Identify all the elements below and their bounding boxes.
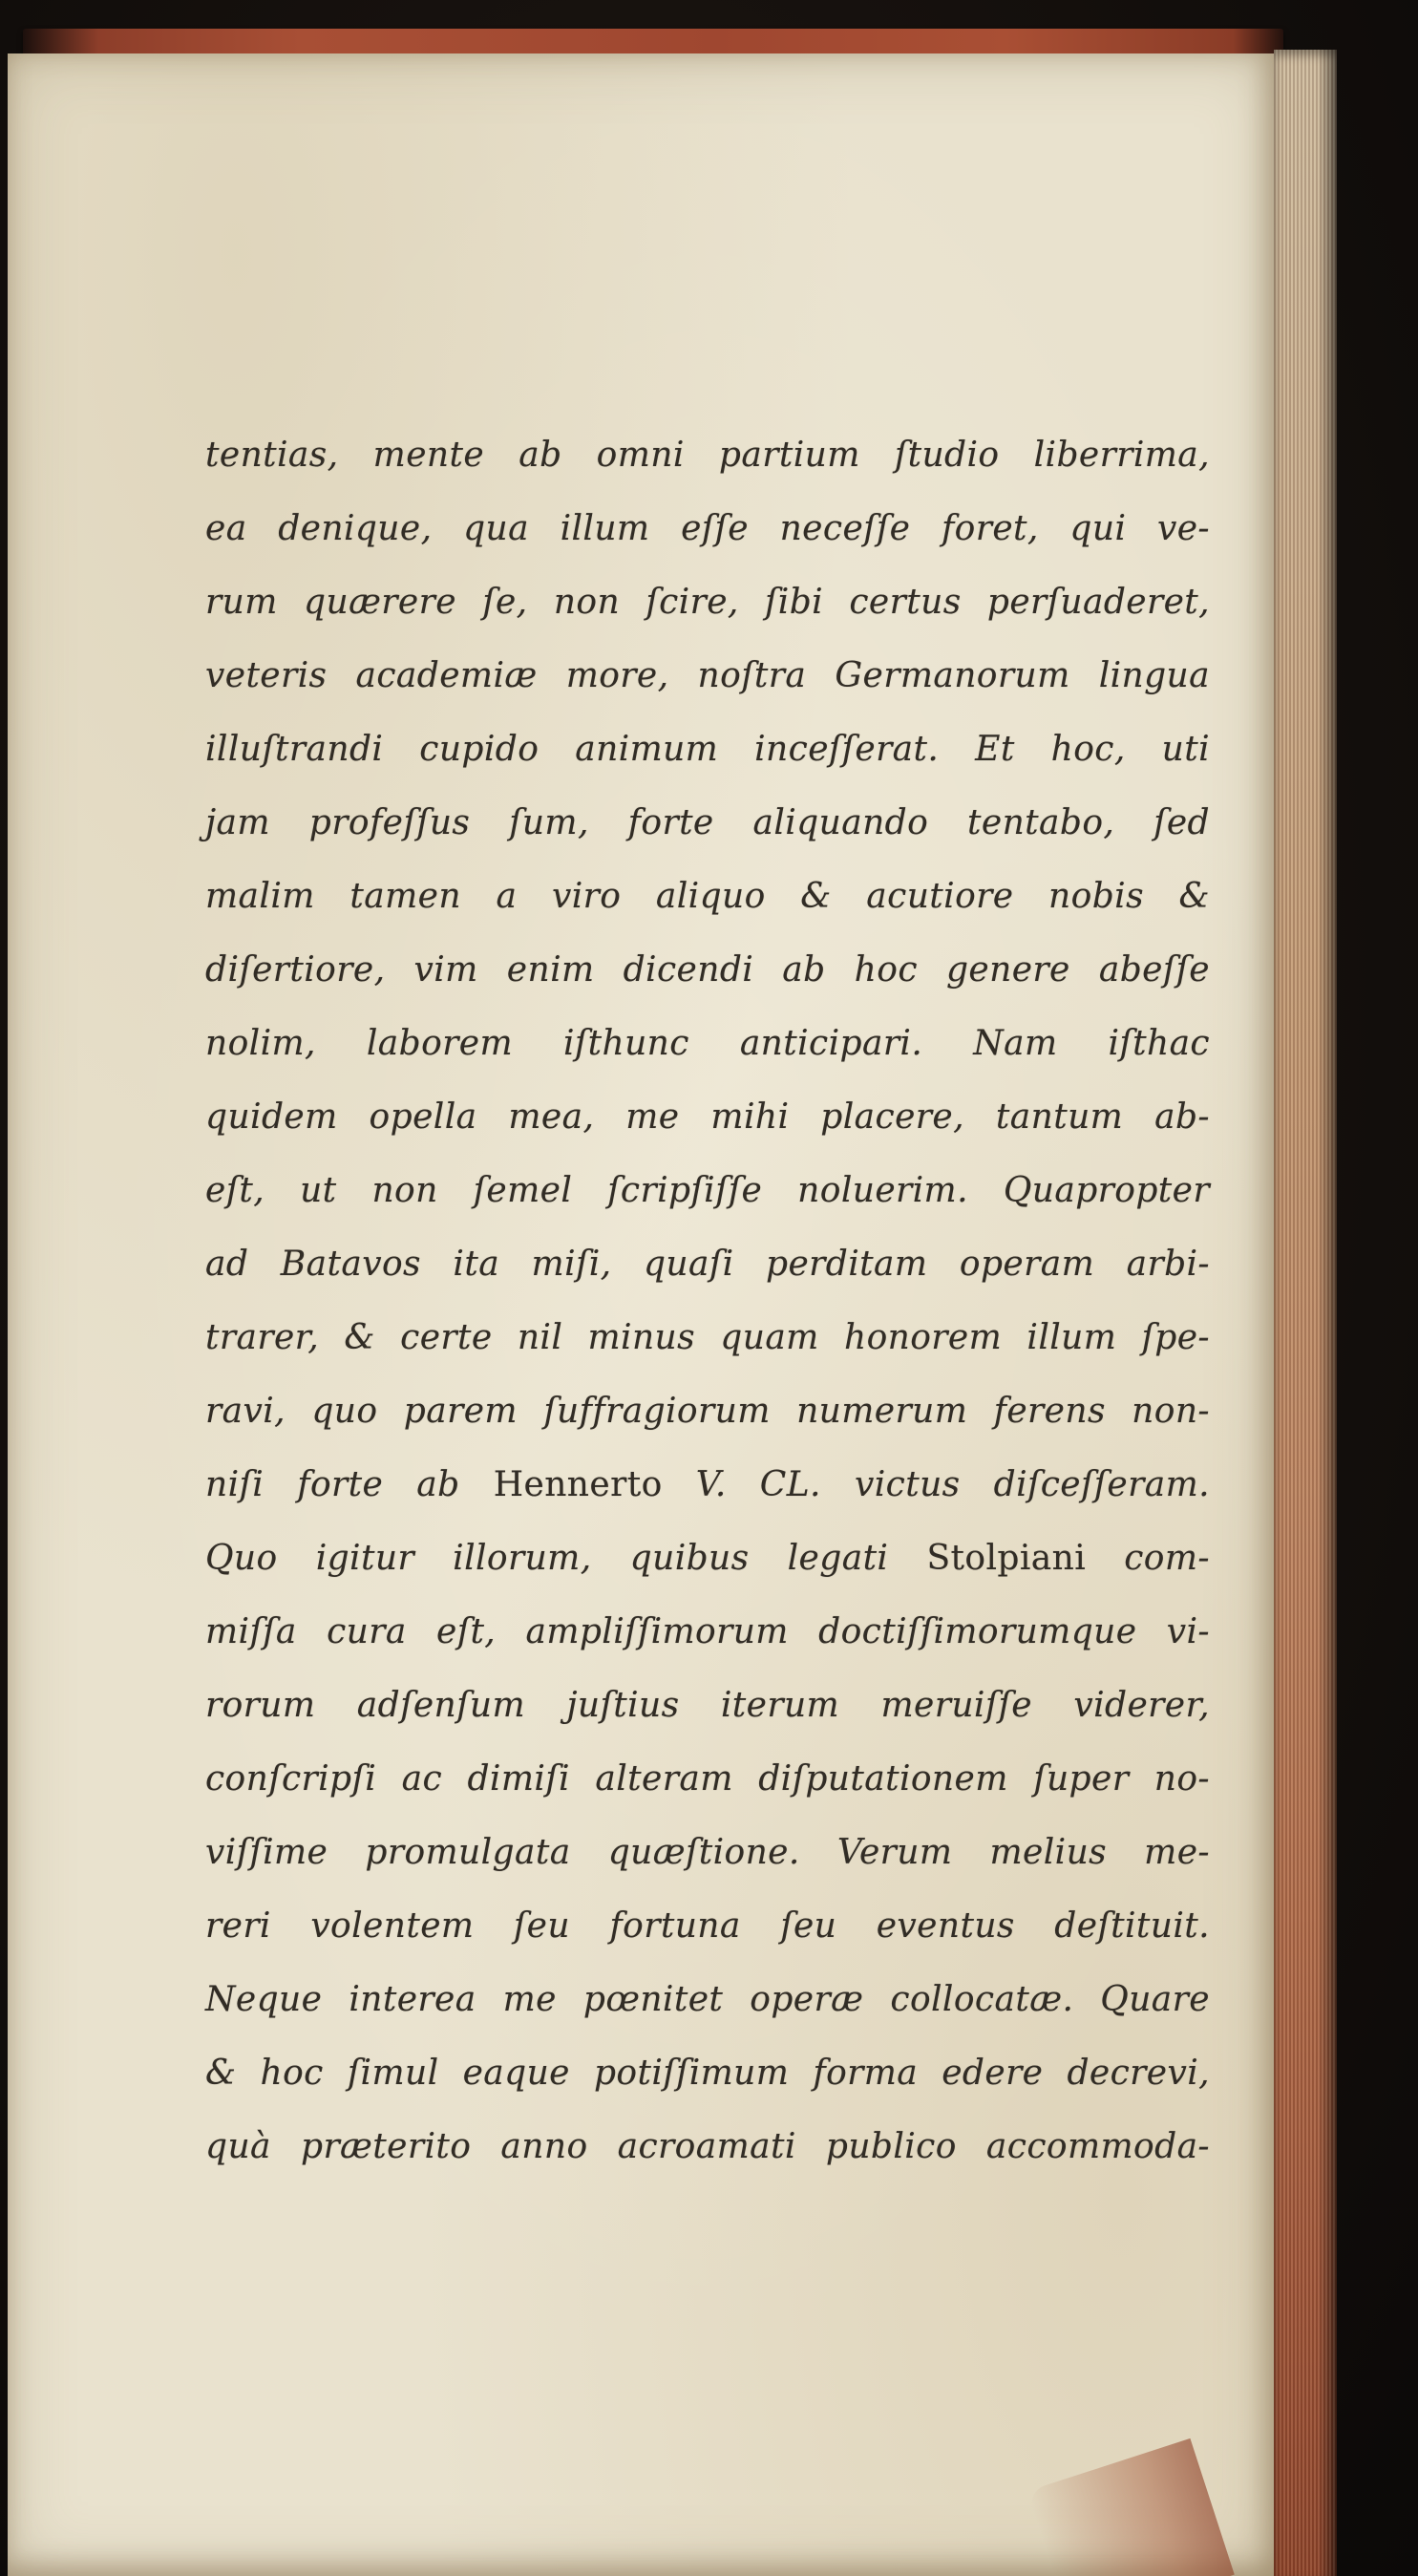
text-segment: tentias, mente ab omni partium ſtudio liberrima, [205,436,1210,475]
text-line [205,492,1210,565]
text-segment: nolim, laborem iſthunc anticipari. Nam iſthac [205,1024,1210,1063]
text-line [205,1816,1210,1889]
text-line [205,418,1210,492]
text-line [205,1080,1210,1154]
text-segment: quà præterito anno acroamati publico accommoda- [205,2127,1210,2166]
text-segment: veteris academiæ more, noſtra Germanorum lingua [205,656,1210,695]
text-segment: rum quærere ſe, non ſcire, ſibi certus perſuaderet, [205,583,1210,622]
text-segment: miſſa cura eſt, ampliſſimorum doctiſſimorumque vi- [205,1612,1210,1651]
book-fore-edge [1274,50,1337,2576]
text-segment: reri volentem ſeu fortuna ſeu eventus deſtituit. [205,1906,1210,1946]
text-segment: V. CL. victus diſceſſeram. [662,1465,1210,1504]
text-line [205,713,1210,786]
text-segment: viſſime promulgata quæſtione. Verum melius me- [205,1833,1210,1872]
text-segment: Neque interea me pœnitet operæ collocatæ. Quare [205,1980,1210,2019]
text-line [205,2110,1210,2183]
text-block [205,418,1210,2183]
text-segment: jam profeſſus ſum, forte aliquando tentabo, ſed [205,803,1210,842]
text-line [205,1522,1210,1595]
text-line [205,1374,1210,1448]
text-segment: Quo igitur illorum, quibus legati [205,1539,927,1578]
text-segment: malim tamen a viro aliquo & acutiore nobis & [205,877,1210,916]
text-line [205,1154,1210,1227]
text-line [205,860,1210,933]
text-segment: com- [1086,1539,1210,1578]
text-line [205,786,1210,860]
text-segment: conſcripſi ac dimiſi alteram diſputationem ſuper no- [205,1759,1210,1799]
text-segment: rorum adſenſum juſtius iterum meruiſſe viderer, [205,1686,1210,1725]
roman-proper-name: Stolpiani [926,1539,1087,1578]
text-line [205,1301,1210,1374]
page-corner-shadow [1026,2438,1235,2576]
text-line [205,639,1210,713]
text-segment: ravi, quo parem ſuffragiorum numerum ferens non- [205,1392,1210,1431]
book-page [8,53,1274,2576]
text-line [205,1742,1210,1816]
text-segment: ad Batavos ita miſi, quaſi perditam operam arbi- [205,1245,1210,1284]
text-line [205,2036,1210,2110]
text-line [205,1595,1210,1669]
text-segment: quidem opella mea, me mihi placere, tantum ab- [205,1097,1210,1137]
text-line [205,1963,1210,2036]
text-segment: ea denique, qua illum eſſe neceſſe foret, qui ve- [205,509,1210,548]
text-segment: niſi forte ab [205,1465,494,1504]
text-segment: trarer, & certe nil minus quam honorem illum ſpe- [205,1318,1210,1357]
roman-proper-name: Hennerto [493,1465,663,1504]
text-line [205,565,1210,639]
text-line [205,1669,1210,1742]
text-line [205,1889,1210,1963]
text-line [205,1227,1210,1301]
text-segment: illuſtrandi cupido animum inceſſerat. Et hoc, uti [205,730,1210,769]
text-segment: & hoc ſimul eaque potiſſimum forma edere decrevi, [205,2054,1210,2093]
text-segment: diſertiore, vim enim dicendi ab hoc genere abeſſe [205,950,1210,990]
text-segment: eſt, ut non ſemel ſcripſiſſe noluerim. Quapropter [205,1171,1210,1210]
text-line [205,933,1210,1007]
text-line [205,1007,1210,1080]
text-line [205,1448,1210,1522]
